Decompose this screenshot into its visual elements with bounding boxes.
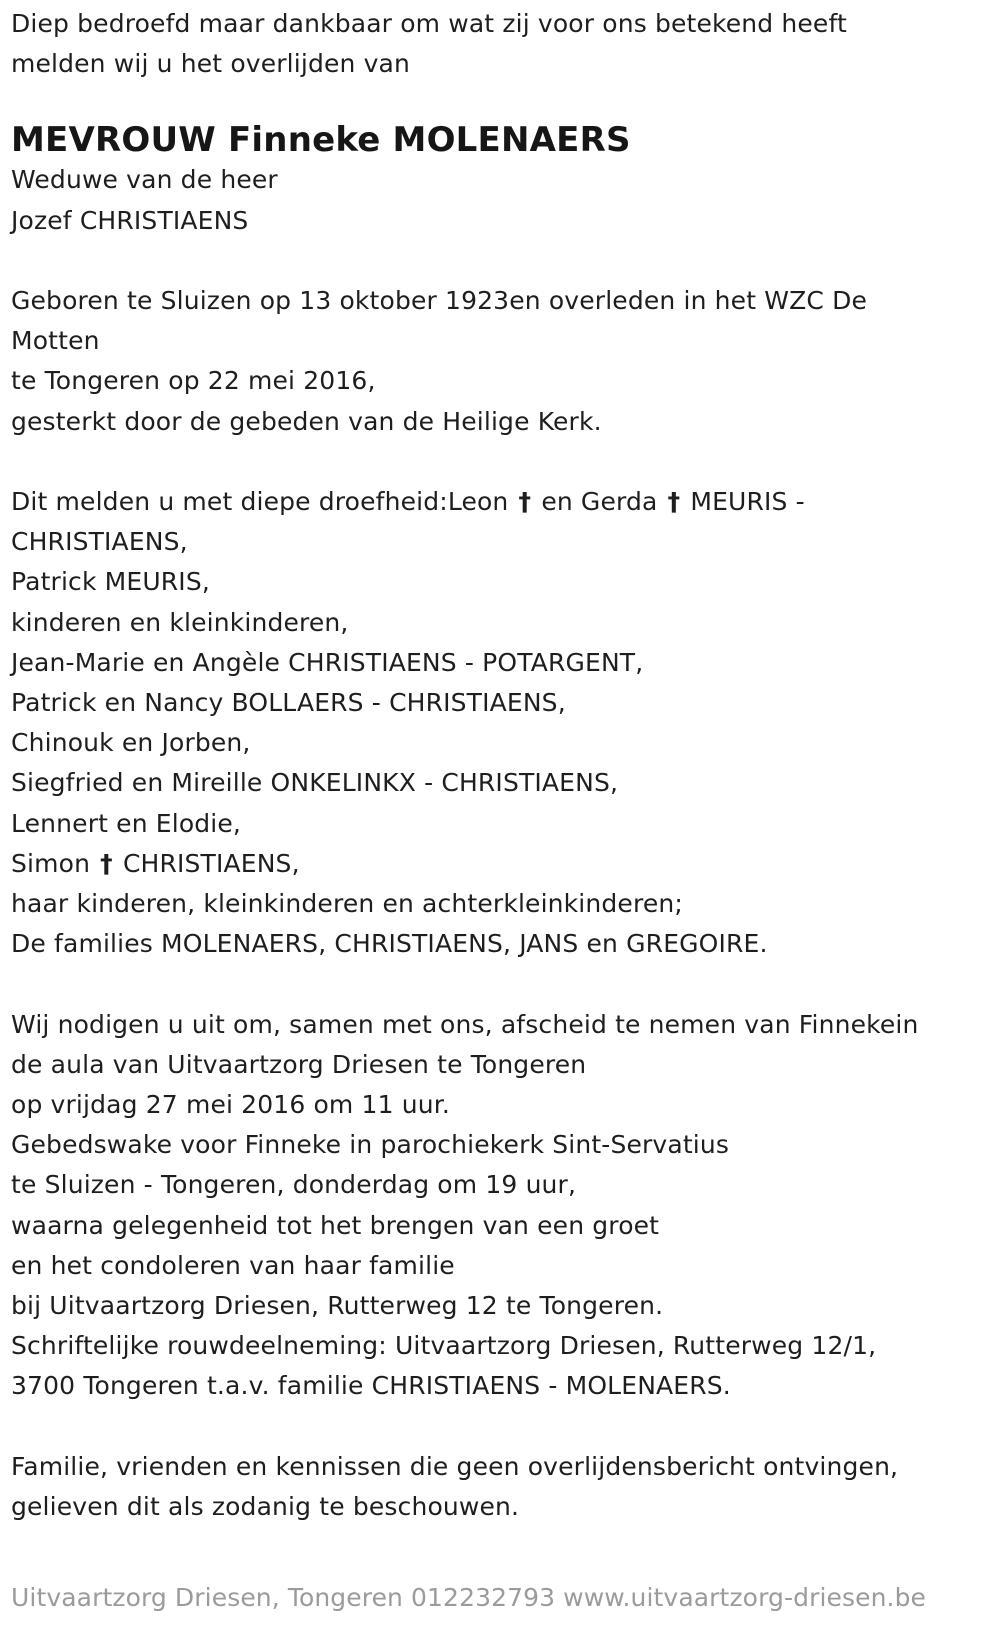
family-line: Patrick MEURIS, xyxy=(11,567,210,597)
family-line: haar kinderen, kleinkinderen en achterkleinkinderen; xyxy=(11,889,683,919)
spouse-line: Weduwe van de heer xyxy=(11,165,278,195)
spacer xyxy=(11,964,991,1004)
family-line: CHRISTIAENS, xyxy=(11,527,188,557)
cross-icon: † xyxy=(667,487,681,516)
family-line: Lennert en Elodie, xyxy=(11,808,242,838)
invitation-line: te Sluizen - Tongeren, donderdag om 19 uur, xyxy=(11,1170,577,1200)
invitation-line: Schriftelijke rouwdeelneming: Uitvaartzorg Driesen, Rutterweg 12/1, xyxy=(11,1331,877,1361)
birth-death-line: gesterkt door de gebeden van de Heilige Kerk. xyxy=(11,406,602,436)
family-simon-text: Simon xyxy=(11,848,91,878)
family-line: De families MOLENAERS, CHRISTIAENS, JANS en GREGOIRE. xyxy=(11,929,768,959)
family-line: Jean-Marie en Angèle CHRISTIAENS - POTARGENT, xyxy=(11,647,644,677)
closing-line: gelieven dit als zodanig te beschouwen. xyxy=(11,1492,520,1522)
birth-death-section xyxy=(11,281,991,442)
invitation-line: en het condoleren van haar familie xyxy=(11,1250,455,1280)
closing-section xyxy=(11,1447,991,1527)
family-line-simon xyxy=(11,844,991,884)
intro-line: Diep bedroefd maar dankbaar om wat zij voor ons betekend heeft xyxy=(11,9,847,38)
invitation-line: de aula van Uitvaartzorg Driesen te Tongeren xyxy=(11,1049,587,1079)
cross-icon: † xyxy=(100,848,113,878)
family-announce-text: Dit melden u met diepe droefheid:Leon xyxy=(11,487,509,516)
family-announce-text: MEURIS - xyxy=(690,487,805,516)
deceased-name: MEVROUW Finneke MOLENAERS xyxy=(11,120,631,161)
spacer xyxy=(11,1407,991,1447)
invitation-line: op vrijdag 27 mei 2016 om 11 uur. xyxy=(11,1090,450,1120)
family-line: kinderen en kleinkinderen, xyxy=(11,607,349,637)
spacer xyxy=(11,241,991,281)
invitation-line: waarna gelegenheid tot het brengen van een groet xyxy=(11,1210,660,1240)
family-line: Chinouk en Jorben, xyxy=(11,728,251,758)
family-simon-text: CHRISTIAENS, xyxy=(122,848,300,878)
spacer xyxy=(11,442,991,482)
invitation-section xyxy=(11,1005,991,1407)
family-section xyxy=(11,482,991,964)
obituary-notice xyxy=(11,0,991,1527)
invitation-line: Gebedswake voor Finneke in parochiekerk Sint-Servatius xyxy=(11,1130,730,1160)
birth-death-line: Motten xyxy=(11,326,100,356)
invitation-line: Wij nodigen u uit om, samen met ons, afscheid te nemen van Finnekein xyxy=(11,1009,919,1039)
funeral-home-footer: Uitvaartzorg Driesen, Tongeren 012232793 www.uitvaartzorg-driesen.be xyxy=(11,1583,927,1612)
invitation-line: bij Uitvaartzorg Driesen, Rutterweg 12 te Tongeren. xyxy=(11,1291,664,1321)
intro-section xyxy=(11,4,991,84)
family-announce-line xyxy=(11,482,991,522)
birth-death-line: Geboren te Sluizen op 13 oktober 1923en overleden in het WZC De xyxy=(11,286,868,315)
spouse-line: Jozef CHRISTIAENS xyxy=(11,205,249,235)
birth-death-line: te Tongeren op 22 mei 2016, xyxy=(11,366,376,396)
family-line: Patrick en Nancy BOLLAERS - CHRISTIAENS, xyxy=(11,688,566,718)
spouse-section xyxy=(11,160,991,240)
cross-icon: † xyxy=(518,487,532,516)
family-line: Siegfried en Mireille ONKELINKX - CHRISTIAENS, xyxy=(11,768,619,798)
closing-line: Familie, vrienden en kennissen die geen overlijdensbericht ontvingen, xyxy=(11,1451,899,1481)
intro-line: melden wij u het overlijden van xyxy=(11,49,411,79)
invitation-line: 3700 Tongeren t.a.v. familie CHRISTIAENS - MOLENAERS. xyxy=(11,1371,731,1401)
family-announce-text: en Gerda xyxy=(541,487,658,516)
